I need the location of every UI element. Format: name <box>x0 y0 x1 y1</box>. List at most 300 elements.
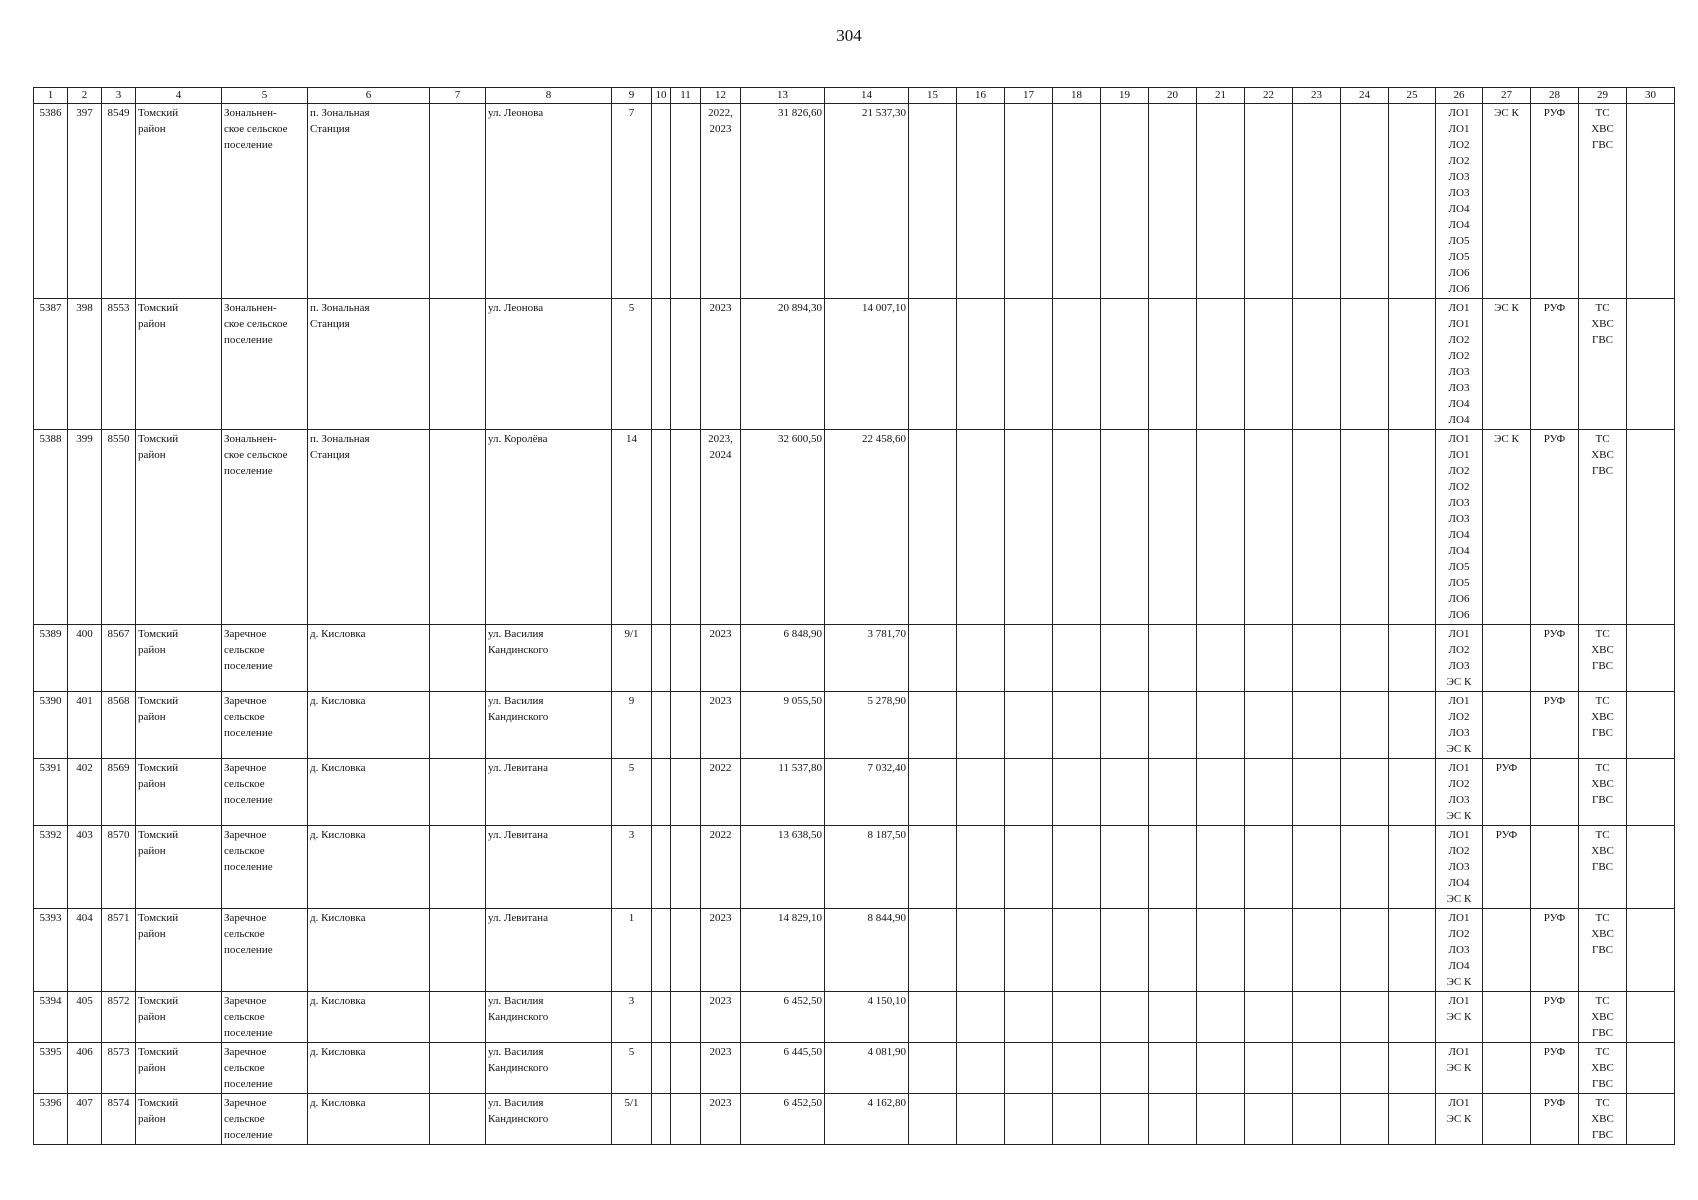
cell-col-25 <box>1389 992 1436 1043</box>
cell-col-13: 32 600,50 <box>741 430 825 625</box>
column-number-row <box>34 88 1675 104</box>
table-row <box>34 826 1675 909</box>
cell-col-9: 3 <box>612 992 652 1043</box>
cell-col-9: 9 <box>612 692 652 759</box>
column-header-21: 21 <box>1197 88 1245 104</box>
cell-col-21 <box>1197 299 1245 430</box>
cell-col-21 <box>1197 909 1245 992</box>
cell-col-21 <box>1197 625 1245 692</box>
cell-col-9: 7 <box>612 104 652 299</box>
cell-col-13: 14 829,10 <box>741 909 825 992</box>
cell-col-26: ЛО1 ЭС К <box>1436 1094 1483 1145</box>
cell-col-21 <box>1197 1043 1245 1094</box>
column-header-6: 6 <box>308 88 430 104</box>
cell-col-6: д. Кисловка <box>308 692 430 759</box>
cell-col-28: РУФ <box>1531 1094 1579 1145</box>
cell-col-6: п. Зональная Станция <box>308 299 430 430</box>
cell-col-1: 5394 <box>34 992 68 1043</box>
cell-col-2: 401 <box>68 692 102 759</box>
column-header-25: 25 <box>1389 88 1436 104</box>
cell-col-23 <box>1293 625 1341 692</box>
cell-col-9: 9/1 <box>612 625 652 692</box>
cell-col-7 <box>430 625 486 692</box>
cell-col-8: ул. Василия Кандинского <box>486 1094 612 1145</box>
cell-col-9: 5 <box>612 299 652 430</box>
cell-col-3: 8553 <box>102 299 136 430</box>
cell-col-25 <box>1389 430 1436 625</box>
cell-col-17 <box>1005 1094 1053 1145</box>
cell-col-2: 399 <box>68 430 102 625</box>
cell-col-22 <box>1245 430 1293 625</box>
cell-col-3: 8573 <box>102 1043 136 1094</box>
cell-col-3: 8571 <box>102 909 136 992</box>
cell-col-22 <box>1245 1043 1293 1094</box>
cell-col-1: 5386 <box>34 104 68 299</box>
cell-col-23 <box>1293 104 1341 299</box>
column-header-13: 13 <box>741 88 825 104</box>
cell-col-5: Заречное сельское поселение <box>222 759 308 826</box>
cell-col-3: 8568 <box>102 692 136 759</box>
cell-col-27 <box>1483 1043 1531 1094</box>
cell-col-9: 3 <box>612 826 652 909</box>
table-row <box>34 759 1675 826</box>
column-header-10: 10 <box>652 88 671 104</box>
cell-col-3: 8550 <box>102 430 136 625</box>
cell-col-20 <box>1149 992 1197 1043</box>
cell-col-26: ЛО1 ЛО1 ЛО2 ЛО2 ЛО3 ЛО3 ЛО4 ЛО4 ЛО5 ЛО5 ЛО6 ЛО6 <box>1436 430 1483 625</box>
cell-col-1: 5392 <box>34 826 68 909</box>
column-header-8: 8 <box>486 88 612 104</box>
cell-col-14: 7 032,40 <box>825 759 909 826</box>
cell-col-8: ул. Василия Кандинского <box>486 1043 612 1094</box>
cell-col-5: Заречное сельское поселение <box>222 826 308 909</box>
cell-col-30 <box>1627 1043 1675 1094</box>
cell-col-14: 14 007,10 <box>825 299 909 430</box>
cell-col-12: 2022 <box>701 759 741 826</box>
cell-col-9: 5 <box>612 1043 652 1094</box>
cell-col-22 <box>1245 625 1293 692</box>
cell-col-11 <box>671 759 701 826</box>
cell-col-11 <box>671 1043 701 1094</box>
cell-col-2: 397 <box>68 104 102 299</box>
cell-col-8: ул. Василия Кандинского <box>486 625 612 692</box>
cell-col-12: 2023, 2024 <box>701 430 741 625</box>
cell-col-10 <box>652 909 671 992</box>
cell-col-6: д. Кисловка <box>308 1094 430 1145</box>
cell-col-18 <box>1053 625 1101 692</box>
cell-col-16 <box>957 692 1005 759</box>
cell-col-7 <box>430 1043 486 1094</box>
cell-col-5: Заречное сельское поселение <box>222 1094 308 1145</box>
cell-col-10 <box>652 625 671 692</box>
cell-col-16 <box>957 759 1005 826</box>
cell-col-4: Томский район <box>136 759 222 826</box>
cell-col-25 <box>1389 1094 1436 1145</box>
cell-col-26: ЛО1 ЭС К <box>1436 992 1483 1043</box>
cell-col-18 <box>1053 430 1101 625</box>
cell-col-30 <box>1627 992 1675 1043</box>
cell-col-5: Заречное сельское поселение <box>222 1043 308 1094</box>
cell-col-7 <box>430 826 486 909</box>
cell-col-26: ЛО1 ЛО2 ЛО3 ЛО4 ЭС К <box>1436 909 1483 992</box>
cell-col-14: 8 187,50 <box>825 826 909 909</box>
cell-col-30 <box>1627 430 1675 625</box>
cell-col-27 <box>1483 1094 1531 1145</box>
cell-col-2: 405 <box>68 992 102 1043</box>
cell-col-17 <box>1005 625 1053 692</box>
column-header-29: 29 <box>1579 88 1627 104</box>
cell-col-27: ЭС К <box>1483 430 1531 625</box>
cell-col-30 <box>1627 299 1675 430</box>
cell-col-23 <box>1293 1043 1341 1094</box>
cell-col-27 <box>1483 692 1531 759</box>
cell-col-21 <box>1197 430 1245 625</box>
cell-col-27: РУФ <box>1483 759 1531 826</box>
cell-col-4: Томский район <box>136 909 222 992</box>
cell-col-8: ул. Королёва <box>486 430 612 625</box>
table-row <box>34 992 1675 1043</box>
cell-col-30 <box>1627 759 1675 826</box>
cell-col-17 <box>1005 909 1053 992</box>
table-row <box>34 692 1675 759</box>
cell-col-1: 5393 <box>34 909 68 992</box>
cell-col-14: 5 278,90 <box>825 692 909 759</box>
cell-col-15 <box>909 104 957 299</box>
cell-col-30 <box>1627 826 1675 909</box>
cell-col-1: 5388 <box>34 430 68 625</box>
cell-col-17 <box>1005 1043 1053 1094</box>
cell-col-9: 5/1 <box>612 1094 652 1145</box>
table-row <box>34 625 1675 692</box>
cell-col-29: ТС ХВС ГВС <box>1579 430 1627 625</box>
column-header-20: 20 <box>1149 88 1197 104</box>
cell-col-30 <box>1627 104 1675 299</box>
cell-col-23 <box>1293 992 1341 1043</box>
cell-col-21 <box>1197 692 1245 759</box>
cell-col-16 <box>957 625 1005 692</box>
cell-col-24 <box>1341 1043 1389 1094</box>
cell-col-21 <box>1197 759 1245 826</box>
cell-col-26: ЛО1 ЛО1 ЛО2 ЛО2 ЛО3 ЛО3 ЛО4 ЛО4 <box>1436 299 1483 430</box>
cell-col-15 <box>909 625 957 692</box>
cell-col-5: Заречное сельское поселение <box>222 625 308 692</box>
cell-col-23 <box>1293 1094 1341 1145</box>
cell-col-11 <box>671 625 701 692</box>
cell-col-7 <box>430 430 486 625</box>
cell-col-15 <box>909 826 957 909</box>
cell-col-18 <box>1053 992 1101 1043</box>
cell-col-2: 406 <box>68 1043 102 1094</box>
cell-col-3: 8567 <box>102 625 136 692</box>
cell-col-29: ТС ХВС ГВС <box>1579 1043 1627 1094</box>
cell-col-8: ул. Левитана <box>486 909 612 992</box>
cell-col-23 <box>1293 692 1341 759</box>
cell-col-6: д. Кисловка <box>308 992 430 1043</box>
cell-col-20 <box>1149 430 1197 625</box>
cell-col-17 <box>1005 299 1053 430</box>
cell-col-30 <box>1627 1094 1675 1145</box>
cell-col-10 <box>652 299 671 430</box>
cell-col-7 <box>430 992 486 1043</box>
cell-col-17 <box>1005 430 1053 625</box>
cell-col-24 <box>1341 625 1389 692</box>
table-row <box>34 909 1675 992</box>
cell-col-4: Томский район <box>136 992 222 1043</box>
cell-col-13: 6 452,50 <box>741 992 825 1043</box>
cell-col-12: 2023 <box>701 992 741 1043</box>
cell-col-29: ТС ХВС ГВС <box>1579 826 1627 909</box>
cell-col-16 <box>957 992 1005 1043</box>
cell-col-30 <box>1627 909 1675 992</box>
column-header-22: 22 <box>1245 88 1293 104</box>
cell-col-30 <box>1627 625 1675 692</box>
cell-col-13: 13 638,50 <box>741 826 825 909</box>
cell-col-27 <box>1483 909 1531 992</box>
cell-col-25 <box>1389 759 1436 826</box>
cell-col-24 <box>1341 759 1389 826</box>
cell-col-12: 2023 <box>701 909 741 992</box>
cell-col-24 <box>1341 1094 1389 1145</box>
column-header-14: 14 <box>825 88 909 104</box>
page-number: 304 <box>836 26 862 45</box>
cell-col-2: 403 <box>68 826 102 909</box>
cell-col-16 <box>957 1043 1005 1094</box>
cell-col-22 <box>1245 692 1293 759</box>
cell-col-7 <box>430 104 486 299</box>
cell-col-20 <box>1149 1094 1197 1145</box>
cell-col-16 <box>957 104 1005 299</box>
cell-col-29: ТС ХВС ГВС <box>1579 909 1627 992</box>
cell-col-17 <box>1005 826 1053 909</box>
cell-col-5: Зональнен- ское сельское поселение <box>222 430 308 625</box>
cell-col-6: д. Кисловка <box>308 625 430 692</box>
cell-col-28: РУФ <box>1531 104 1579 299</box>
cell-col-28: РУФ <box>1531 299 1579 430</box>
cell-col-14: 21 537,30 <box>825 104 909 299</box>
cell-col-28: РУФ <box>1531 1043 1579 1094</box>
cell-col-10 <box>652 104 671 299</box>
cell-col-28: РУФ <box>1531 692 1579 759</box>
cell-col-17 <box>1005 104 1053 299</box>
cell-col-5: Зональнен- ское сельское поселение <box>222 104 308 299</box>
cell-col-12: 2023 <box>701 1094 741 1145</box>
cell-col-7 <box>430 909 486 992</box>
cell-col-4: Томский район <box>136 692 222 759</box>
cell-col-24 <box>1341 826 1389 909</box>
cell-col-10 <box>652 692 671 759</box>
cell-col-29: ТС ХВС ГВС <box>1579 692 1627 759</box>
cell-col-24 <box>1341 692 1389 759</box>
cell-col-27: ЭС К <box>1483 299 1531 430</box>
cell-col-23 <box>1293 759 1341 826</box>
cell-col-21 <box>1197 826 1245 909</box>
cell-col-24 <box>1341 104 1389 299</box>
cell-col-15 <box>909 692 957 759</box>
cell-col-19 <box>1101 992 1149 1043</box>
cell-col-13: 31 826,60 <box>741 104 825 299</box>
column-header-1: 1 <box>34 88 68 104</box>
column-header-12: 12 <box>701 88 741 104</box>
cell-col-24 <box>1341 430 1389 625</box>
cell-col-26: ЛО1 ЛО1 ЛО2 ЛО2 ЛО3 ЛО3 ЛО4 ЛО4 ЛО5 ЛО5 ЛО6 ЛО6 <box>1436 104 1483 299</box>
cell-col-11 <box>671 692 701 759</box>
cell-col-15 <box>909 1094 957 1145</box>
cell-col-4: Томский район <box>136 430 222 625</box>
cell-col-20 <box>1149 299 1197 430</box>
cell-col-14: 4 081,90 <box>825 1043 909 1094</box>
column-header-18: 18 <box>1053 88 1101 104</box>
cell-col-18 <box>1053 299 1101 430</box>
cell-col-2: 398 <box>68 299 102 430</box>
cell-col-29: ТС ХВС ГВС <box>1579 104 1627 299</box>
cell-col-1: 5391 <box>34 759 68 826</box>
cell-col-18 <box>1053 909 1101 992</box>
cell-col-20 <box>1149 759 1197 826</box>
cell-col-25 <box>1389 909 1436 992</box>
cell-col-18 <box>1053 692 1101 759</box>
cell-col-30 <box>1627 692 1675 759</box>
cell-col-24 <box>1341 992 1389 1043</box>
cell-col-19 <box>1101 826 1149 909</box>
cell-col-12: 2023 <box>701 692 741 759</box>
cell-col-21 <box>1197 992 1245 1043</box>
cell-col-6: д. Кисловка <box>308 909 430 992</box>
cell-col-9: 5 <box>612 759 652 826</box>
cell-col-28: РУФ <box>1531 625 1579 692</box>
cell-col-25 <box>1389 299 1436 430</box>
table-row <box>34 430 1675 625</box>
cell-col-29: ТС ХВС ГВС <box>1579 625 1627 692</box>
cell-col-28: РУФ <box>1531 430 1579 625</box>
table-row <box>34 104 1675 299</box>
cell-col-7 <box>430 299 486 430</box>
cell-col-21 <box>1197 1094 1245 1145</box>
cell-col-18 <box>1053 759 1101 826</box>
cell-col-28: РУФ <box>1531 992 1579 1043</box>
cell-col-20 <box>1149 625 1197 692</box>
cell-col-13: 9 055,50 <box>741 692 825 759</box>
cell-col-7 <box>430 759 486 826</box>
table-row <box>34 1094 1675 1145</box>
cell-col-18 <box>1053 104 1101 299</box>
cell-col-11 <box>671 992 701 1043</box>
cell-col-5: Зональнен- ское сельское поселение <box>222 299 308 430</box>
cell-col-28 <box>1531 826 1579 909</box>
cell-col-14: 22 458,60 <box>825 430 909 625</box>
cell-col-11 <box>671 1094 701 1145</box>
cell-col-13: 20 894,30 <box>741 299 825 430</box>
cell-col-19 <box>1101 1094 1149 1145</box>
cell-col-27: РУФ <box>1483 826 1531 909</box>
cell-col-2: 402 <box>68 759 102 826</box>
cell-col-25 <box>1389 1043 1436 1094</box>
cell-col-19 <box>1101 430 1149 625</box>
cell-col-21 <box>1197 104 1245 299</box>
cell-col-15 <box>909 430 957 625</box>
cell-col-29: ТС ХВС ГВС <box>1579 1094 1627 1145</box>
cell-col-24 <box>1341 909 1389 992</box>
cell-col-27 <box>1483 625 1531 692</box>
cell-col-6: п. Зональная Станция <box>308 104 430 299</box>
cell-col-18 <box>1053 1094 1101 1145</box>
cell-col-17 <box>1005 759 1053 826</box>
cell-col-19 <box>1101 759 1149 826</box>
cell-col-12: 2023 <box>701 1043 741 1094</box>
cell-col-4: Томский район <box>136 1043 222 1094</box>
column-header-24: 24 <box>1341 88 1389 104</box>
cell-col-22 <box>1245 826 1293 909</box>
cell-col-16 <box>957 1094 1005 1145</box>
cell-col-19 <box>1101 909 1149 992</box>
cell-col-3: 8572 <box>102 992 136 1043</box>
cell-col-9: 1 <box>612 909 652 992</box>
cell-col-20 <box>1149 104 1197 299</box>
cell-col-26: ЛО1 ЛО2 ЛО3 ЭС К <box>1436 759 1483 826</box>
cell-col-5: Заречное сельское поселение <box>222 909 308 992</box>
cell-col-12: 2023 <box>701 625 741 692</box>
cell-col-2: 407 <box>68 1094 102 1145</box>
cell-col-16 <box>957 909 1005 992</box>
cell-col-22 <box>1245 299 1293 430</box>
cell-col-26: ЛО1 ЛО2 ЛО3 ЭС К <box>1436 625 1483 692</box>
column-header-3: 3 <box>102 88 136 104</box>
cell-col-15 <box>909 992 957 1043</box>
cell-col-1: 5395 <box>34 1043 68 1094</box>
cell-col-25 <box>1389 692 1436 759</box>
cell-col-18 <box>1053 826 1101 909</box>
cell-col-12: 2023 <box>701 299 741 430</box>
column-header-27: 27 <box>1483 88 1531 104</box>
cell-col-13: 6 445,50 <box>741 1043 825 1094</box>
cell-col-16 <box>957 430 1005 625</box>
cell-col-2: 404 <box>68 909 102 992</box>
cell-col-13: 6 452,50 <box>741 1094 825 1145</box>
cell-col-6: д. Кисловка <box>308 1043 430 1094</box>
cell-col-26: ЛО1 ЛО2 ЛО3 ЭС К <box>1436 692 1483 759</box>
cell-col-20 <box>1149 909 1197 992</box>
column-header-2: 2 <box>68 88 102 104</box>
cell-col-19 <box>1101 625 1149 692</box>
cell-col-6: п. Зональная Станция <box>308 430 430 625</box>
cell-col-14: 8 844,90 <box>825 909 909 992</box>
cell-col-7 <box>430 1094 486 1145</box>
cell-col-1: 5387 <box>34 299 68 430</box>
cell-col-14: 3 781,70 <box>825 625 909 692</box>
cell-col-5: Заречное сельское поселение <box>222 692 308 759</box>
cell-col-15 <box>909 1043 957 1094</box>
column-header-7: 7 <box>430 88 486 104</box>
cell-col-26: ЛО1 ЭС К <box>1436 1043 1483 1094</box>
cell-col-13: 11 537,80 <box>741 759 825 826</box>
column-header-28: 28 <box>1531 88 1579 104</box>
column-header-11: 11 <box>671 88 701 104</box>
cell-col-7 <box>430 692 486 759</box>
cell-col-23 <box>1293 826 1341 909</box>
cell-col-22 <box>1245 759 1293 826</box>
cell-col-9: 14 <box>612 430 652 625</box>
cell-col-10 <box>652 759 671 826</box>
column-header-15: 15 <box>909 88 957 104</box>
cell-col-23 <box>1293 299 1341 430</box>
column-header-17: 17 <box>1005 88 1053 104</box>
cell-col-10 <box>652 1094 671 1145</box>
cell-col-10 <box>652 1043 671 1094</box>
column-header-4: 4 <box>136 88 222 104</box>
cell-col-19 <box>1101 1043 1149 1094</box>
table-row <box>34 1043 1675 1094</box>
cell-col-29: ТС ХВС ГВС <box>1579 759 1627 826</box>
cell-col-24 <box>1341 299 1389 430</box>
